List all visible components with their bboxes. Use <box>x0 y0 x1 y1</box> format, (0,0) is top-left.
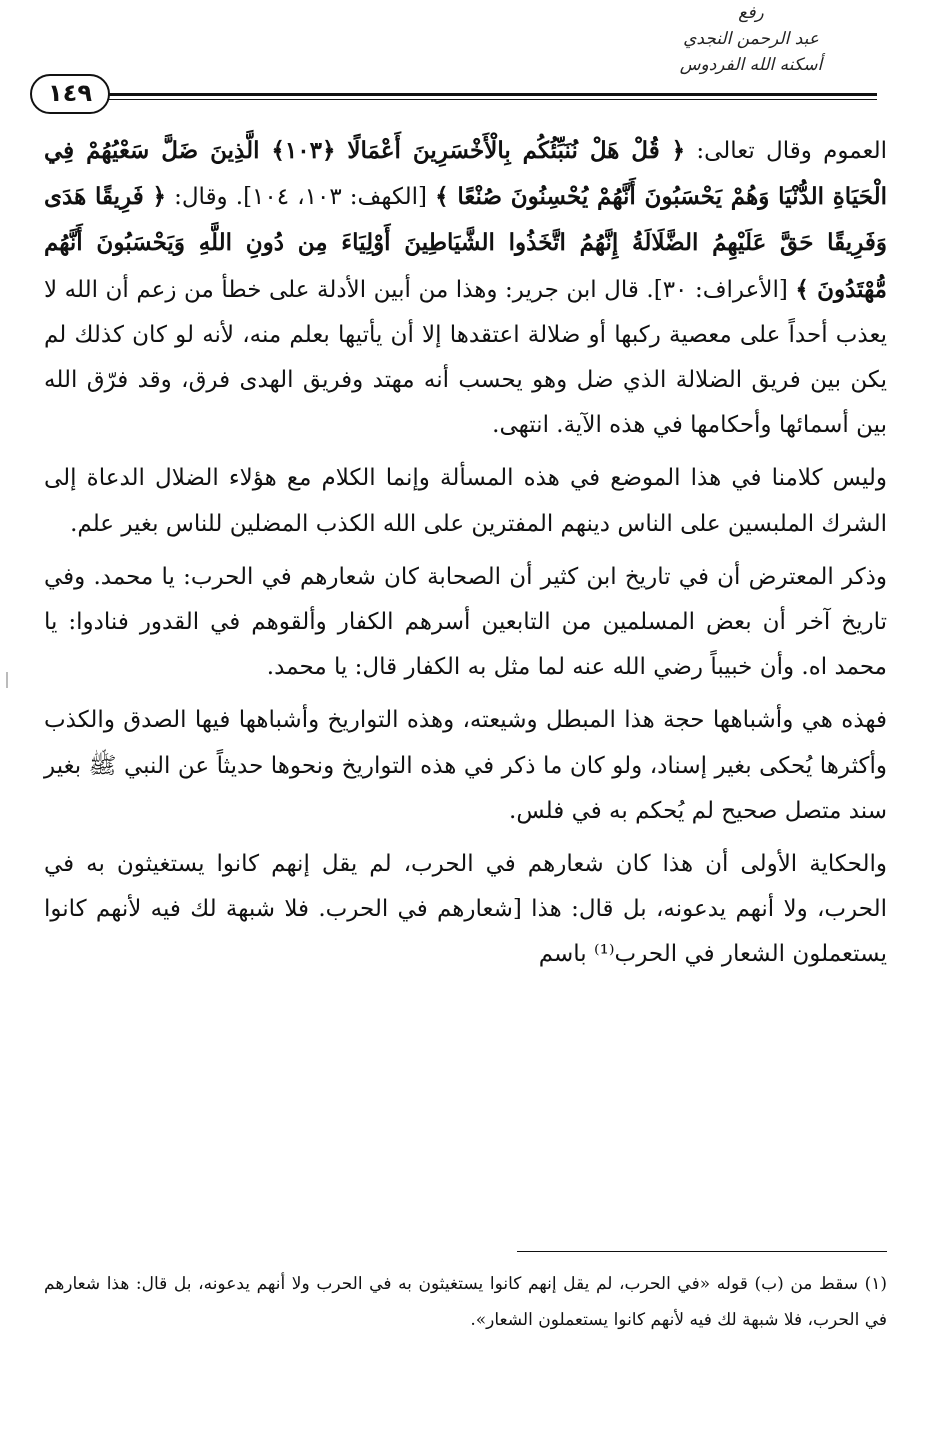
paragraph-text: [الأعراف: ٣٠]. قال ابن جرير: وهذا من أبين الأدلة على خطأ من زعم أن الله لا يعذب أحداً على معصية ركبها أو ضلالة اعتقدها إلا أن يأتيها بعلم منه، لأنه لو كان كذلك لم يكن بين فريق الضلالة الذي ضل وهو يحسب أنه مهتد وفريق الهدى فرق، وقد فرّق الله بين أسمائها وأحكامها في هذه الآية. انتهى. <box>44 276 887 439</box>
margin-mark <box>6 672 8 688</box>
paragraph-text: [الكهف: ١٠٣، ١٠٤]. وقال: <box>166 184 436 211</box>
paragraph-text: وذكر المعترض أن في تاريخ ابن كثير أن الصحابة كان شعارهم في الحرب: يا محمد. وفي تاريخ آخر أن بعض المسلمين من التابعين أسرهم الكفار وألقوهم في القدور فنادوا: يا محمد اه. وأن خبيباً رضي الله عنه لما مثل به الكفار قال: يا محمد. <box>44 563 887 681</box>
paragraph-text: والحكاية الأولى أن هذا كان شعارهم في الحرب، لم يقل إنهم كانوا يستغيثون به في الحرب، ولا أنهم يدعونه، بل قال: هذا [شعارهم في الحرب. فلا شبهة لك فيه لأنهم كانوا يستعملون الشعار في الحرب⁽¹⁾ باسم <box>44 851 887 968</box>
stamp-line-1: رفع <box>738 3 764 23</box>
body-text <box>44 128 887 986</box>
quran-verse: ﴿ فَرِيقًا هَدَى وَفَرِيقًا حَقَّ عَلَيْهِمُ الضَّلَالَةُ إِنَّهُمُ اتَّخَذُوا الشَّيَاطِينَ أَوْلِيَاءَ مِن دُونِ اللَّهِ وَيَحْسَبُونَ أَنَّهُم مُّهْتَدُونَ ﴾ <box>44 183 887 303</box>
paragraph-text: العموم وقال تعالى: <box>685 138 887 164</box>
paragraph-4 <box>44 698 887 834</box>
quran-verse: ﴿ قُلْ هَلْ نُنَبِّئُكُم بِالْأَخْسَرِينَ أَعْمَالًا ﴿١٠٣﴾ الَّذِينَ ضَلَّ سَعْيُهُمْ فِي الْحَيَاةِ الدُّنْيَا وَهُمْ يَحْسَبُونَ أَنَّهُمْ يُحْسِنُونَ صُنْعًا ﴾ <box>44 137 887 211</box>
stamp-line-2: عبد الرحمن النجدي <box>683 29 819 49</box>
header-rule <box>96 93 877 96</box>
paragraph-2 <box>44 456 887 546</box>
footnote <box>44 1266 887 1338</box>
header-rule-thin <box>96 99 877 100</box>
paragraph-5 <box>44 842 887 978</box>
stamp-line-3: أسكنه الله الفردوس <box>679 55 823 75</box>
paragraph-3 <box>44 555 887 691</box>
page-number: ١٤٩ <box>30 74 110 114</box>
footnote-rule <box>517 1251 887 1252</box>
header-stamp <box>641 0 861 88</box>
paragraph-1 <box>44 128 887 448</box>
paragraph-text: وليس كلامنا في هذا الموضع في هذه المسألة وإنما الكلام مع هؤلاء الضلال الدعاة إلى الشرك الملبسين على الناس دينهم المفترين على الله الكذب المضلين للناس بغير علم. <box>44 465 887 537</box>
footnote-1: (١) سقط من (ب) قوله «في الحرب، لم يقل إنهم كانوا يستغيثون به في الحرب ولا أنهم يدعونه، بل قال: هذا شعارهم في الحرب، فلا شبهة لك فيه لأنهم كانوا يستعملون الشعار». <box>44 1274 887 1330</box>
paragraph-text: فهذه هي وأشباهها حجة هذا المبطل وشيعته، وهذه التواريخ وأشباهها فيها الصدق والكذب وأكثرها يُحكى بغير إسناد، ولو كان ما ذكر في هذه التواريخ ونحوها حديثاً عن النبي ﷺ بغير سند متصل صحيح لم يُحكم به في فلس. <box>44 707 887 824</box>
